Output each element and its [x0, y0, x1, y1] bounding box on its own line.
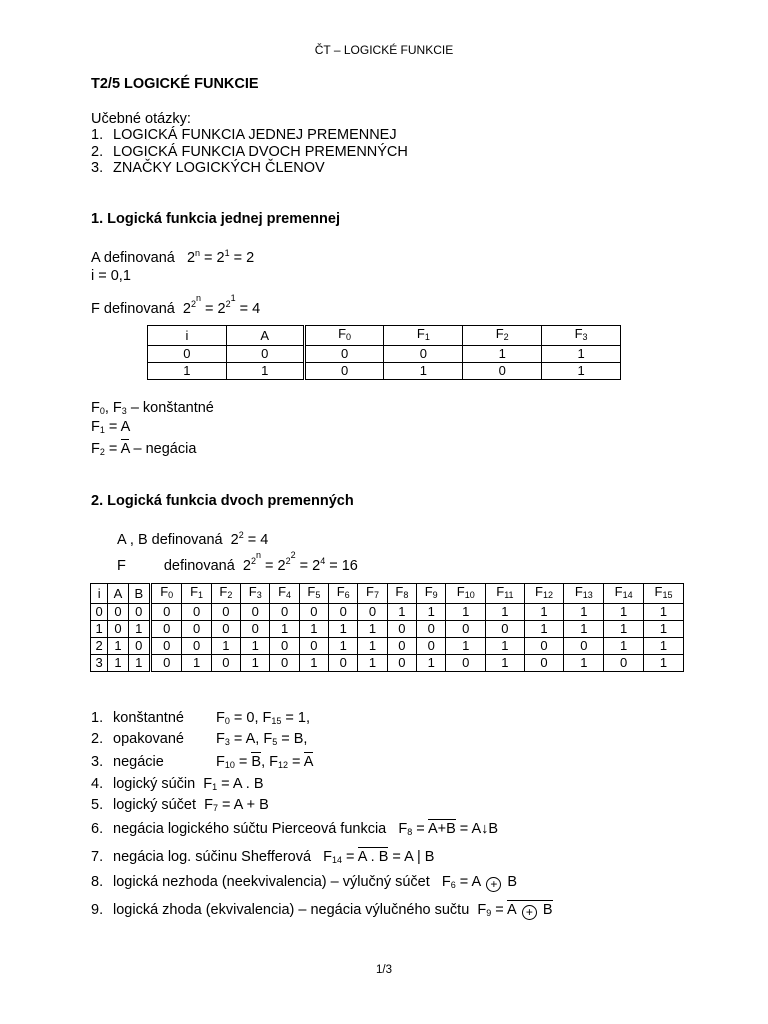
table-cell: 0 [150, 604, 181, 621]
table-header-cell: i [91, 584, 108, 604]
table-cell: 0 [211, 621, 240, 638]
table-cell: 1 [524, 604, 564, 621]
f1-note: $F_1 = A$ [91, 419, 131, 435]
table-cell: 1 [329, 638, 358, 655]
table-cell: 1 [329, 621, 358, 638]
ab-definition: A , B definovaná $2^2 = 4$ [117, 530, 269, 548]
table-cell: 0 [604, 655, 644, 672]
table-header-cell: $F_2$ [463, 326, 542, 346]
table-header-cell: $F_6$ [329, 584, 358, 604]
table-cell: 2 [91, 638, 108, 655]
table-cell: 1 [299, 621, 328, 638]
questions-heading: Učebné otázky: [91, 111, 191, 127]
table-cell: 0 [128, 604, 150, 621]
table-header-cell: $F_9$ [417, 584, 446, 604]
table-cell: 1 [270, 621, 299, 638]
function-item: 1. konštantné $F_0 = 0$, $F_{15} = 1$, [91, 710, 311, 726]
function-item: 9. logická zhoda (ekvivalencia) – negácia výlučného sučtu $F_9 = A + B$ [91, 902, 553, 919]
f-two-var-definition: F definovaná $2^{2^n} = 2^{2^2} = 2^4 = 16$ [117, 550, 358, 574]
table-cell: 1 [486, 655, 524, 672]
table-header-cell: A [226, 326, 304, 346]
table-header-cell: A [108, 584, 128, 604]
f-definition: F definovaná $2^{2^n} = 2^{2^1} = 4$ [91, 293, 261, 317]
table-cell: 1 [644, 621, 684, 638]
xor-symbol-icon: + [522, 905, 537, 920]
table-cell: 0 [182, 638, 211, 655]
f2-note: $F_2 = A$ – negácia [91, 441, 197, 457]
table-row: 0 0 0 0 1 1 [148, 346, 621, 363]
table-cell: 1 [358, 638, 387, 655]
table-header-cell: $F_{13}$ [564, 584, 604, 604]
table-cell: 1 [604, 621, 644, 638]
i-definition: i = 0,1 [91, 268, 131, 284]
table-cell: 0 [108, 604, 128, 621]
table-row [91, 655, 684, 672]
page-number: 1/3 [376, 964, 392, 976]
table-cell: 1 [564, 604, 604, 621]
function-item: 6. negácia logického súčtu Pierceová funkcia $F_8 = A+B$ = A↓B [91, 821, 499, 837]
table-cell: 0 [387, 621, 416, 638]
section1-heading: 1. Logická funkcia jednej premennej [91, 211, 340, 227]
function-item: 8. logická nezhoda (neekvivalencia) – výlučný súčet $F_6 = A + B$ [91, 874, 518, 891]
page-header: ČT – LOGICKÉ FUNKCIE [314, 43, 454, 57]
table-cell: 0 [299, 604, 328, 621]
constant-note: $F_0$, $F_3$ – konštantné [91, 400, 214, 416]
table-header-cell: $F_{14}$ [604, 584, 644, 604]
function-item: 7. negácia log. súčinu Shefferová $F_{14} = A$ . B = A | B [91, 849, 435, 865]
table-cell: 0 [417, 638, 446, 655]
table-cell: 3 [91, 655, 108, 672]
table-cell: 0 [270, 638, 299, 655]
table-cell: 1 [446, 604, 486, 621]
table-header-row [91, 584, 684, 604]
table-header-cell: $F_5$ [299, 584, 328, 604]
table-header-cell: $F_8$ [387, 584, 416, 604]
table-cell: 0 [446, 621, 486, 638]
table-cell: 0 [91, 604, 108, 621]
a-definition: A definovaná $2^n = 2^1 = 2$ [91, 248, 255, 266]
table-header-cell: $F_0$ [304, 326, 384, 346]
table-cell: 1 [358, 621, 387, 638]
table-cell: 0 [329, 655, 358, 672]
table-cell: 1 [417, 604, 446, 621]
table-cell: 1 [108, 655, 128, 672]
table-header-cell: $F_{15}$ [644, 584, 684, 604]
table-cell: 0 [329, 604, 358, 621]
table-cell: 1 [91, 621, 108, 638]
question-item: 1. LOGICKÁ FUNKCIA JEDNEJ PREMENNEJ [91, 127, 397, 143]
table-header-cell: B [128, 584, 150, 604]
table-header-cell: i [148, 326, 227, 346]
table-cell: 1 [564, 621, 604, 638]
table-cell: 0 [358, 604, 387, 621]
table-cell: 1 [128, 655, 150, 672]
table-header-cell: $F_3$ [542, 326, 621, 346]
xor-symbol-icon: + [486, 877, 501, 892]
table-cell: 0 [486, 621, 524, 638]
table-header-cell: $F_3$ [241, 584, 270, 604]
table-cell: 0 [128, 638, 150, 655]
table-cell: 1 [644, 604, 684, 621]
table-cell: 0 [150, 655, 181, 672]
table-cell: 1 [211, 638, 240, 655]
table-cell: 1 [128, 621, 150, 638]
function-item: 5. logický súčet $F_7 = A + B$ [91, 797, 269, 813]
table-cell: 0 [524, 638, 564, 655]
table-cell: 1 [524, 621, 564, 638]
table-cell: 1 [644, 638, 684, 655]
table-header-cell: $F_1$ [182, 584, 211, 604]
table-cell: 0 [270, 604, 299, 621]
table-cell: 1 [182, 655, 211, 672]
table-cell: 0 [211, 655, 240, 672]
table-cell: 0 [182, 604, 211, 621]
table-cell: 0 [150, 621, 181, 638]
table-row [91, 604, 684, 621]
table-cell: 1 [486, 604, 524, 621]
table-cell: 0 [108, 621, 128, 638]
table-header-cell: $F_{10}$ [446, 584, 486, 604]
table-cell: 1 [358, 655, 387, 672]
table-cell: 1 [644, 655, 684, 672]
table-cell: 0 [211, 604, 240, 621]
table-cell: 1 [446, 638, 486, 655]
table-cell: 1 [241, 638, 270, 655]
table-cell: 1 [417, 655, 446, 672]
table-header-cell: $F_{11}$ [486, 584, 524, 604]
table-header-cell: $F_{12}$ [524, 584, 564, 604]
truth-table-two-variables [90, 583, 684, 672]
table-cell: 0 [150, 638, 181, 655]
table-header-cell: $F_0$ [150, 584, 181, 604]
table-cell: 0 [387, 638, 416, 655]
function-item: 4. logický súčin $F_1 = A$ . B [91, 776, 264, 792]
table-row [91, 638, 684, 655]
document-title: T2/5 LOGICKÉ FUNKCIE [91, 76, 259, 92]
table-cell: 0 [299, 638, 328, 655]
table-cell: 0 [241, 604, 270, 621]
table-header-cell: $F_2$ [211, 584, 240, 604]
table-cell: 0 [524, 655, 564, 672]
question-item: 2. LOGICKÁ FUNKCIA DVOCH PREMENNÝCH [91, 144, 408, 160]
table-cell: 0 [417, 621, 446, 638]
table-cell: 0 [182, 621, 211, 638]
table-cell: 0 [241, 621, 270, 638]
table-cell: 0 [387, 655, 416, 672]
table-row: 1 1 0 1 0 1 [148, 363, 621, 380]
table-row [91, 621, 684, 638]
table-cell: 1 [241, 655, 270, 672]
table-cell: 1 [604, 638, 644, 655]
function-item: 3. negácie $F_{10} = B$, $F_{12} = A$ [91, 754, 314, 770]
table-cell: 1 [299, 655, 328, 672]
table-cell: 1 [486, 638, 524, 655]
table-header-cell: $F_1$ [384, 326, 463, 346]
table-cell: 1 [564, 655, 604, 672]
truth-table-one-variable [147, 325, 621, 380]
table-header-cell: $F_4$ [270, 584, 299, 604]
table-cell: 0 [270, 655, 299, 672]
section2-heading: 2. Logická funkcia dvoch premenných [91, 493, 354, 509]
table-cell: 0 [564, 638, 604, 655]
question-item: 3. ZNAČKY LOGICKÝCH ČLENOV [91, 160, 325, 176]
table-cell: 0 [446, 655, 486, 672]
table-cell: 1 [604, 604, 644, 621]
table-cell: 1 [387, 604, 416, 621]
table-header-cell: $F_7$ [358, 584, 387, 604]
function-item: 2. opakované $F_3 = A$, $F_5 = B$, [91, 731, 308, 747]
table-cell: 1 [108, 638, 128, 655]
